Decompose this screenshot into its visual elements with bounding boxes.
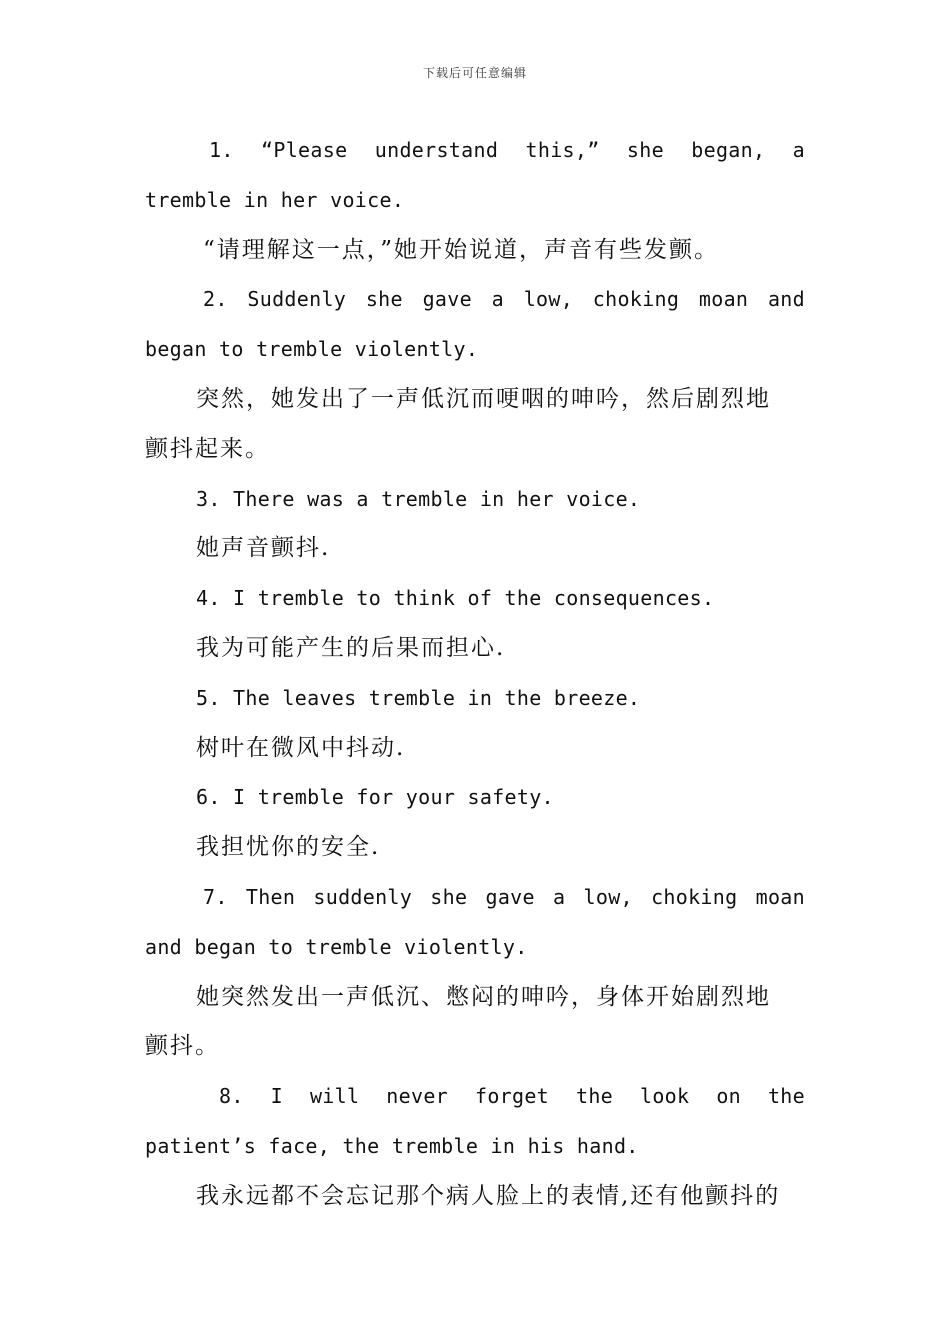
example-4-english: 4. I tremble to think of the consequences. bbox=[196, 586, 715, 611]
example-2-chinese-line-2: 颤抖起来。 bbox=[145, 435, 270, 462]
example-5-english: 5. The leaves tremble in the breeze. bbox=[196, 685, 641, 710]
example-7-chinese-line-2: 颤抖。 bbox=[145, 1033, 220, 1060]
example-1-chinese: “请理解这一点，”她开始说道，声音有些发颤。 bbox=[203, 236, 720, 263]
example-8-english-line-2: patient’s face, the tremble in his hand. bbox=[145, 1133, 639, 1158]
example-7-chinese-line-1: 她突然发出一声低沉、憋闷的呻吟，身体开始剧烈地 bbox=[196, 983, 771, 1010]
page-header: 下载后可任意编辑 bbox=[422, 66, 527, 80]
example-4-chinese: 我为可能产生的后果而担心. bbox=[196, 634, 506, 661]
example-3-chinese: 她声音颤抖. bbox=[196, 535, 331, 562]
example-3-english: 3. There was a tremble in her voice. bbox=[196, 486, 641, 511]
example-1-english-line-1: 1. “Please understand this,” she began, a bbox=[209, 138, 805, 162]
example-2-english-line-2: began to tremble violently. bbox=[145, 337, 479, 362]
example-2-chinese-line-1: 突然，她发出了一声低沉而哽咽的呻吟，然后剧烈地 bbox=[196, 385, 771, 412]
example-7-english-line-2: and began to tremble violently. bbox=[145, 934, 528, 959]
example-1-english-line-2: tremble in her voice. bbox=[145, 187, 405, 212]
example-6-chinese: 我担忧你的安全. bbox=[196, 834, 381, 861]
example-6-english: 6. I tremble for your safety. bbox=[196, 785, 554, 810]
example-8-chinese: 我永远都不会忘记那个病人脸上的表情,还有他颤抖的 bbox=[196, 1182, 781, 1209]
document-body bbox=[145, 126, 805, 1222]
example-8-english-line-1: 8. I will never forget the look on the bbox=[219, 1084, 805, 1109]
example-7-english-line-1: 7. Then suddenly she gave a low, choking moan bbox=[203, 884, 805, 909]
example-2-english-line-1: 2. Suddenly she gave a low, choking moan and bbox=[203, 287, 805, 312]
example-5-chinese: 树叶在微风中抖动. bbox=[196, 734, 406, 761]
